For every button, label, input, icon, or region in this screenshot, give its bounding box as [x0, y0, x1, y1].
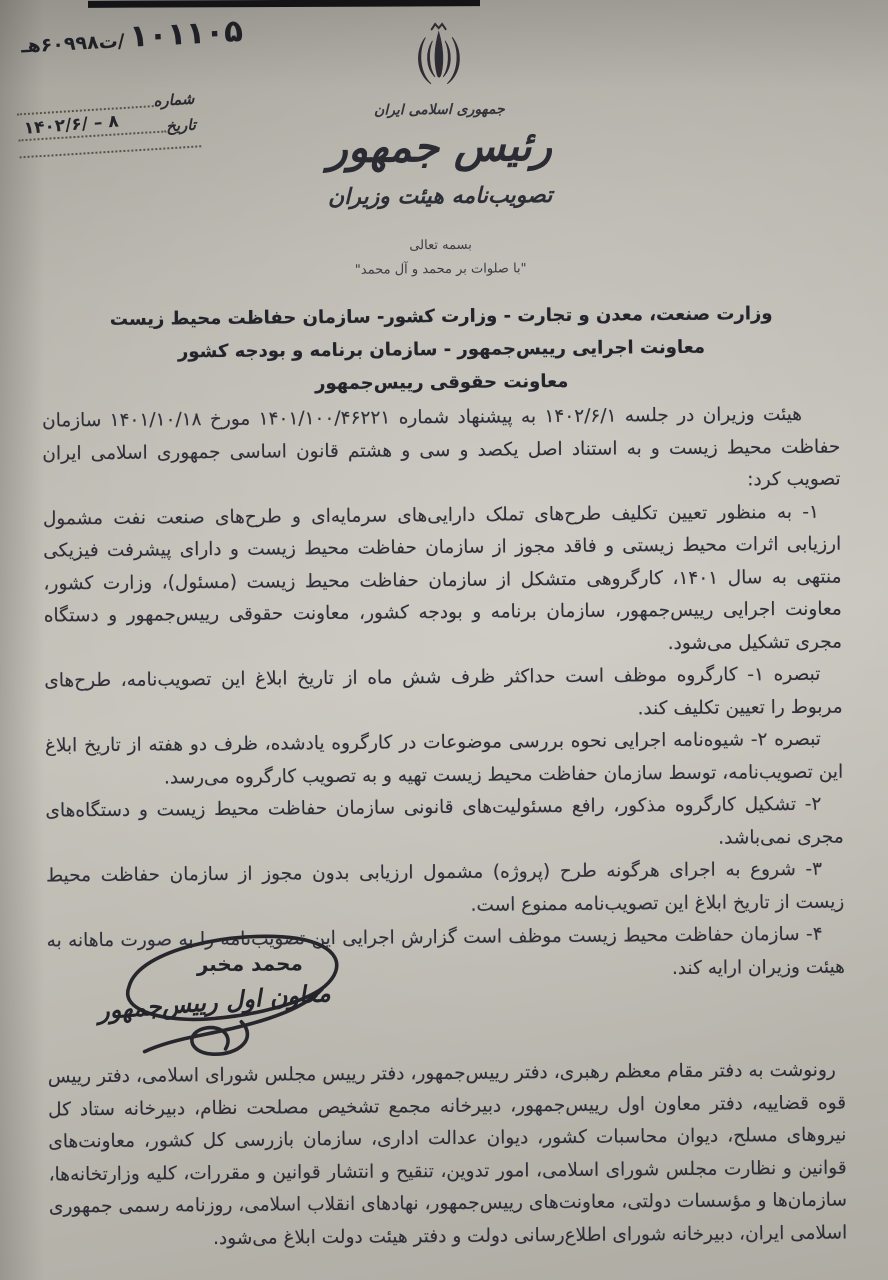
addressee-line: معاونت اجرایی رییس‌جمهور - سازمان برنامه و بودجه کشور — [177, 336, 706, 363]
addressee-line: معاونت حقوقی رییس‌جمهور — [315, 370, 569, 395]
signer-title-handwritten: معاون اول رییس‌جمهور — [96, 978, 332, 1026]
handwritten-date: ۱۴۰۲/۶/ – ۸ — [23, 111, 120, 139]
number-label: شماره — [152, 89, 195, 111]
distribution-list: رونوشت به دفتر مقام معظم رهبری، دفتر رییس‌جمهور، دفتر رییس مجلس شورای اسلامی، دفتر رییس قوه قضاییه، دفتر معاون اول رییس‌جمهور، دبیرخانه مجمع تشخیص مصلحت نظام، دبیرخانه ستاد کل نیروهای مسلح، دیوان محاسبات کشور، دیوان عدالت اداری، سازمان بازرسی کل کشور، معاونت‌های قوانین و نظارت مجلس شورای اسلامی، امور تدوین، تنقیح و انتشار قوانین و مقررات، کلیه وزارتخانه‌ها، سازمان‌ها و مؤسسات دولتی، معاونت‌های رییس‌جمهور، نهادهای انقلاب اسلامی، روزنامه رسمی جمهوری اسلامی ایران، دبیرخانه شورای اطلاع‌رسانی دولت و دفتر هیئت دولت ابلاغ می‌شود. — [47, 1059, 848, 1249]
note-2: تبصره ۲- شیوه‌نامه اجرایی نحوه بررسی موضوعات در کارگروه یادشده، ظرف دو هفته از تاریخ ابلاغ این تصویب‌نامه، توسط سازمان حفاظت محیط زیست تهیه و به تصویب کارگروه می‌رسد. — [44, 728, 844, 788]
doc-type-calligraphy: تصویب‌نامه هیئت وزیران — [327, 183, 553, 211]
signer-name: محمد مخبر — [196, 951, 303, 977]
iran-allah-emblem-icon — [410, 22, 469, 99]
addressee-block — [57, 297, 826, 403]
doc-number-main: ۱۰۱۱۰۵ — [128, 12, 244, 55]
clause-2: ۲- تشکیل کارگروه مذکور، رافع مسئولیت‌های قانونی سازمان حفاظت محیط زیست و دستگاه‌های مجری نمی‌باشد. — [45, 793, 844, 849]
doc-number-suffix: /ت۶۰۹۹۸هـ — [20, 30, 126, 58]
date-label: تاریخ — [165, 115, 197, 136]
clause-1: ۱- به منظور تعیین تکلیف طرح‌های تملک دارایی‌های سرمایه‌ای و طرح‌های صنعت نفت مشمول ارزیابی اثرات محیط زیستی و فاقد مجوز از سازمان حفاظت محیط زیست و دارای پیشرفت فیزیکی منتهی به سال ۱۴۰۱، کارگروهی متشکل از سازمان حفاظت محیط زیست (مسئول)، وزارت کشور، معاونت اجرایی رییس‌جمهور، سازمان برنامه و بودجه کشور، معاونت حقوقی رییس‌جمهور و دستگاه مجری تشکیل می‌شود. — [42, 501, 843, 654]
addressee-line: وزارت صنعت، معدن و تجارت - وزارت کشور- سازمان حفاظت محیط زیست — [109, 303, 773, 330]
note-1: تبصره ۱- کارگروه موظف است حداکثر ظرف شش ماه از تاریخ ابلاغ این تصویب‌نامه، طرح‌های مربوط را تعیین تکلیف کند. — [44, 663, 843, 719]
letterhead — [0, 18, 884, 213]
signature-block — [2, 924, 423, 1063]
bismillah-line: بسمه تعالی — [409, 237, 472, 254]
salawat-line: "با صلوات بر محمد و آل محمد" — [354, 261, 527, 278]
intro-paragraph: هیئت وزیران در جلسه ۱۴۰۲/۶/۱ به پیشنهاد شماره ۱۴۰۱/۱۰۰/۴۶۲۲۱ مورخ ۱۴۰۱/۱۰/۱۸ سازمان حفاظت محیط زیست و به استناد اصل یکصد و سی و هشتم قانون اساسی جمهوری اسلامی ایران تصویب کرد: — [41, 403, 841, 491]
decree-body — [42, 399, 845, 991]
clause-3: ۳- شروع به اجرای هرگونه طرح (پروژه) مشمول ارزیابی بدون مجوز از سازمان حفاظت محیط زیست از تاریخ ابلاغ این تصویب‌نامه ممنوع است. — [45, 858, 845, 916]
republic-caption: جمهوری اسلامی ایران — [373, 101, 505, 119]
president-calligraphy: رئیس جمهور — [327, 121, 553, 172]
clause-4: ۴- سازمان حفاظت محیط زیست موظف است گزارش اجرایی این تصویب‌نامه را به صورت ماهانه به هیئت وزیران ارایه کند. — [46, 923, 845, 979]
